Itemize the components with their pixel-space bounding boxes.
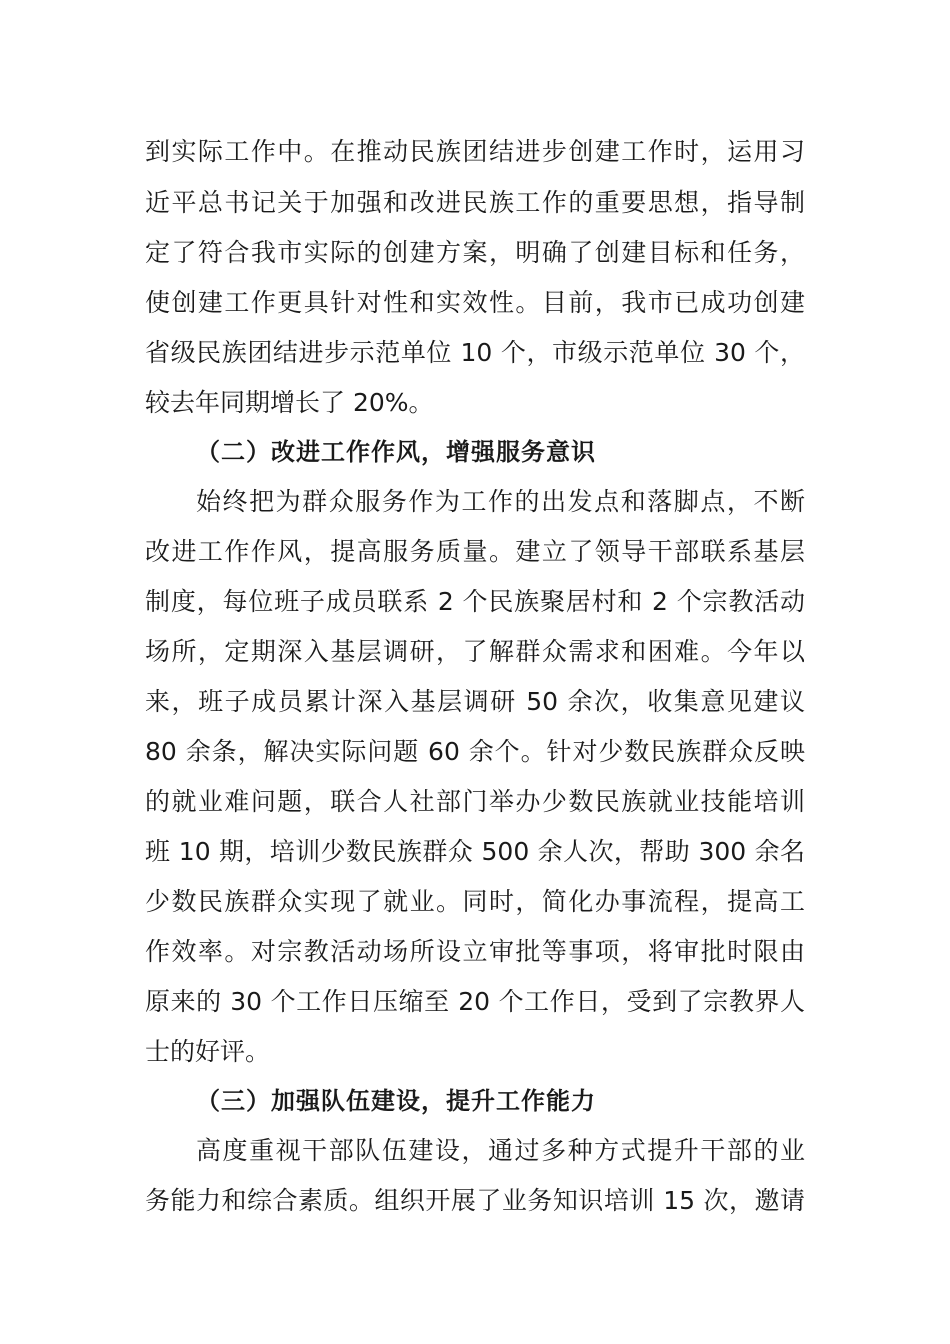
paragraph-line: 作效率。对宗教活动场所设立审批等事项，将审批时限由 <box>145 937 805 966</box>
paragraph-line: 定了符合我市实际的创建方案，明确了创建目标和任务， <box>145 238 805 267</box>
section-heading: （二）改进工作作风，增强服务意识 <box>196 438 596 466</box>
section-heading: （三）加强队伍建设，提升工作能力 <box>196 1087 596 1115</box>
paragraph-line: 制度，每位班子成员联系 2 个民族聚居村和 2 个宗教活动 <box>145 587 805 616</box>
paragraph-line: 始终把为群众服务作为工作的出发点和落脚点，不断 <box>196 487 805 516</box>
paragraph-line: 改进工作作风，提高服务质量。建立了领导干部联系基层 <box>145 537 805 566</box>
paragraph-line: 较去年同期增长了 20%。 <box>145 388 434 417</box>
paragraph-line: 士的好评。 <box>145 1037 271 1066</box>
paragraph-line: 到实际工作中。在推动民族团结进步创建工作时，运用习 <box>145 137 805 166</box>
paragraph-line: 务能力和综合素质。组织开展了业务知识培训 15 次，邀请 <box>145 1186 805 1215</box>
paragraph-line: 使创建工作更具针对性和实效性。目前，我市已成功创建 <box>145 288 805 317</box>
paragraph-line: 来，班子成员累计深入基层调研 50 余次，收集意见建议 <box>145 687 805 716</box>
paragraph-line: 近平总书记关于加强和改进民族工作的重要思想，指导制 <box>145 188 805 217</box>
paragraph-line: 的就业难问题，联合人社部门举办少数民族就业技能培训 <box>145 787 805 816</box>
paragraph-line: 班 10 期，培训少数民族群众 500 余人次，帮助 300 余名 <box>145 837 805 866</box>
paragraph-line: 高度重视干部队伍建设，通过多种方式提升干部的业 <box>196 1136 805 1165</box>
paragraph-line: 少数民族群众实现了就业。同时，简化办事流程，提高工 <box>145 887 805 916</box>
paragraph-line: 原来的 30 个工作日压缩至 20 个工作日，受到了宗教界人 <box>145 987 805 1016</box>
paragraph-line: 省级民族团结进步示范单位 10 个，市级示范单位 30 个， <box>145 338 805 367</box>
paragraph-line: 80 余条，解决实际问题 60 余个。针对少数民族群众反映 <box>145 737 805 766</box>
paragraph-line: 场所，定期深入基层调研，了解群众需求和困难。今年以 <box>145 637 805 666</box>
